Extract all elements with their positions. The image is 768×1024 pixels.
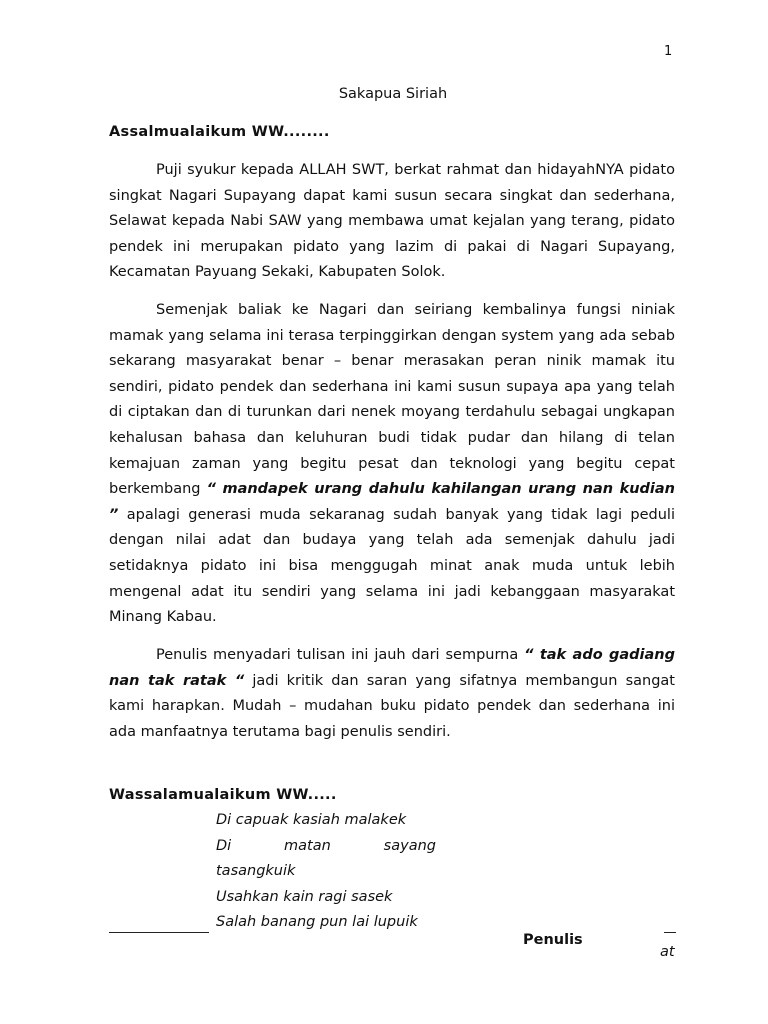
closing-greeting: Wassalamualaikum WW..... <box>109 787 337 803</box>
paragraph-intro: Puji syukur kepada ALLAH SWT, berkat rahmat dan hidayahNYA pidato singkat Nagari Supayang dapat kami susun secara singkat dan sederhana, Selawat kepada Nabi SAW yang membawa umat kejalan yang terang, pidato pendek ini merupakan pidato yang lazim di pakai di Nagari Supayang, Kecamatan Payuang Sekaki, Kabupaten Solok. <box>109 162 675 281</box>
paragraph-background-text-2: apalagi generasi muda sekaranag sudah banyak yang tidak lagi peduli dengan nilai adat dan budaya yang telah ada semenjak dahulu jadi setidaknya pidato ini bisa menggugah minat anak muda untuk lebih mengenal adat itu sendiri yang selama ini jadi kebanggaan masyarakat Minang Kabau. <box>109 506 675 626</box>
paragraph-background <box>109 298 675 631</box>
page-number: 1 <box>664 44 673 59</box>
pantun-line-2-word-3: sayang <box>383 837 436 854</box>
right-edge-rule <box>664 932 676 933</box>
paragraph-background-quote: “ mandapek urang dahulu kahilangan urang nan kudian ” <box>109 481 676 523</box>
paragraph-closing-text-1: Penulis menyadari tulisan ini jauh dari sempurna <box>156 647 525 663</box>
pantun-verse <box>216 808 436 936</box>
paragraph-closing <box>109 643 675 745</box>
pantun-line-2-word-1: Di <box>216 837 232 854</box>
opening-greeting: Assalmualaikum WW........ <box>109 124 330 140</box>
paragraph-closing-text-2: jadi kritik dan saran yang sifatnya membangun sangat kami harapkan. Mudah – mudahan buku pidato pendek dan sederhana ini ada manfaatnya terutama bagi penulis sendiri. <box>109 672 675 740</box>
document-title: Sakapua Siriah <box>338 86 448 102</box>
pantun-line-2-word-2: matan <box>284 837 331 854</box>
pantun-line-2 <box>216 834 436 860</box>
pantun-line-1: Di capuak kasiah malakek <box>216 812 407 828</box>
footnote-separator <box>109 932 209 933</box>
cut-off-text: at <box>660 944 675 960</box>
pantun-line-4: Usahkan kain ragi sasek <box>216 888 393 905</box>
pantun-line-3: tasangkuik <box>216 863 296 879</box>
paragraph-closing-quote: “ tak ado gadiang nan tak ratak “ <box>109 647 676 689</box>
pantun-line-5: Salah banang pun lai lupuik <box>216 914 418 930</box>
paragraph-background-text-1: Semenjak baliak ke Nagari dan seiriang kembalinya fungsi niniak mamak yang selama ini terasa terpinggirkan dengan system yang ada sebab sekarang masyarakat benar – benar merasakan peran ninik mamak itu sendiri, pidato pendek dan sederhana ini kami susun supaya apa yang telah di ciptakan dan di turunkan dari nenek moyang terdahulu sebagai ungkapan kehalusan bahasa dan keluhuran budi tidak pudar dan hilang di telan kemajuan zaman yang begitu pesat dan teknologi yang begitu cepat berkembang <box>109 302 675 498</box>
signature-label: Penulis <box>523 932 583 948</box>
